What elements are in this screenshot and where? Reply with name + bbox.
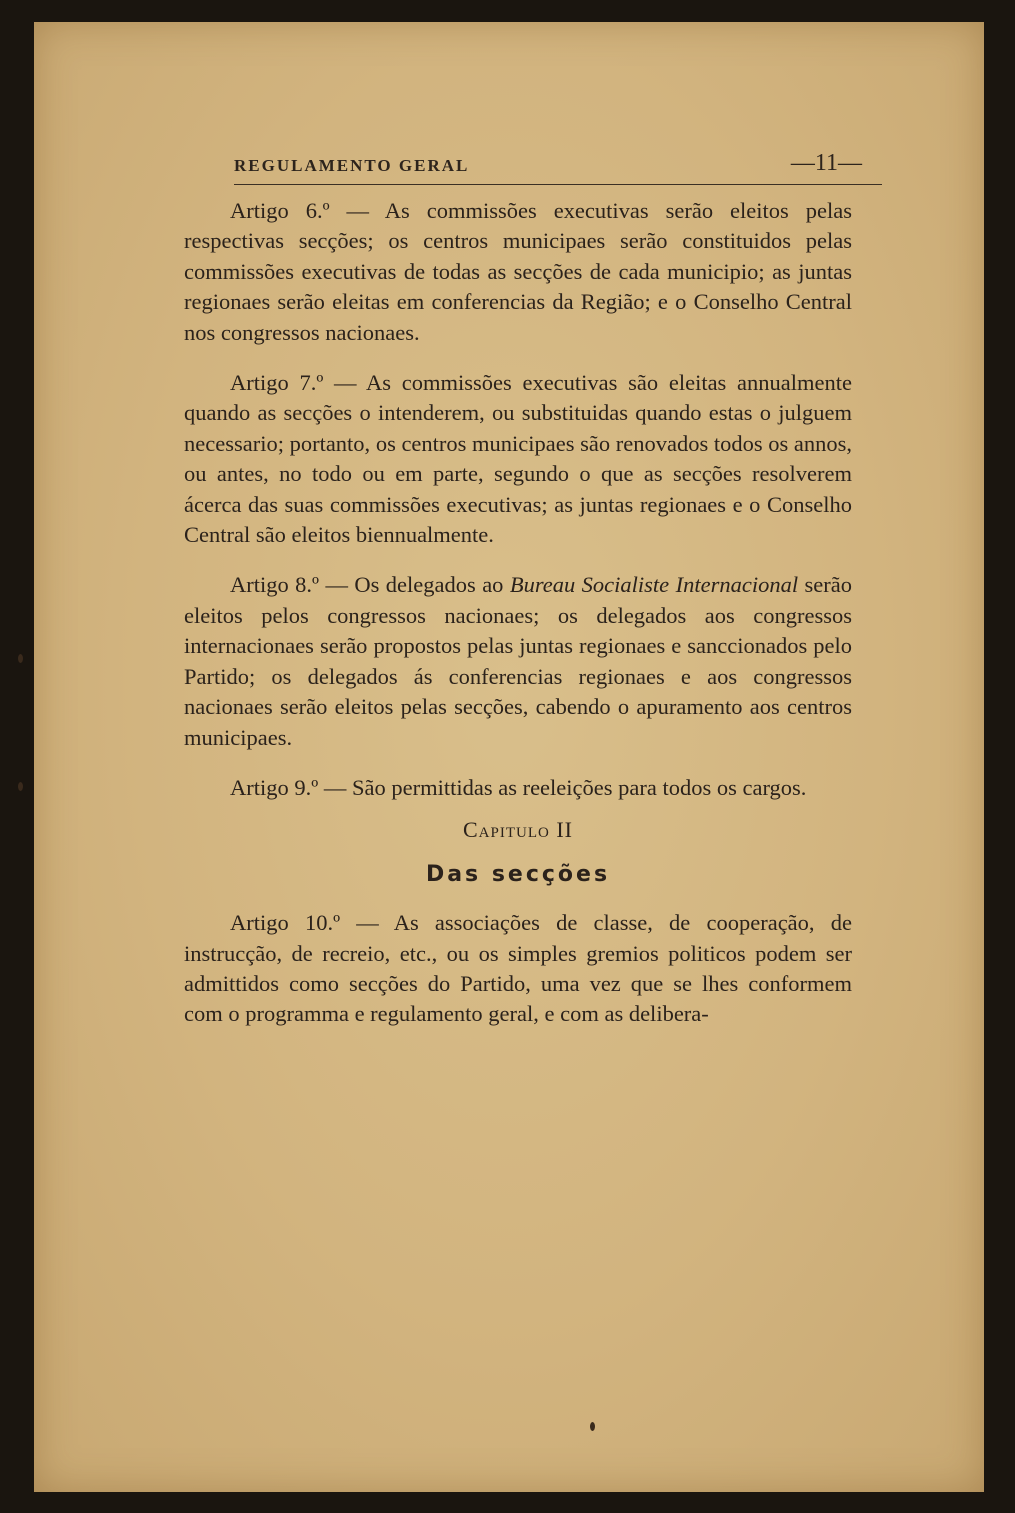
ink-mark <box>18 782 23 791</box>
article-7 <box>184 368 852 550</box>
running-title: REGULAMENTO GERAL <box>234 156 470 175</box>
article-text: — As commissões executivas serão eleitos pelas respectivas secções; os centros municipaes serão constituidos pelas commissões executivas de todas as secções de cada municipio; as juntas regionaes serão eleitas em conferencias da Região; e o Conselho Central nos congressos nacionaes. <box>184 198 852 345</box>
article-text: serão eleitos pelos congressos nacionaes; os delegados aos congressos internacionaes serão propostos pelas juntas regionaes e sanccionados pelo Partido; os delegados ás conferencias regionaes e aos congressos nacionaes serão eleitos pelas secções, cabendo o apuramento aos centros municipaes. <box>184 572 852 750</box>
article-label: Artigo 10.º <box>230 910 341 936</box>
chapter-heading: Capitulo II <box>463 817 573 843</box>
body-text <box>184 196 852 1030</box>
article-8 <box>184 570 852 752</box>
article-text: — As associações de classe, de cooperação, de instrucção, de recreio, etc., ou os simples gremios politicos podem ser admittidos como secções do Partido, uma vez que se lhes conformem com o programma e regulamento geral, e com as delibera- <box>184 910 852 1027</box>
article-text: — Os delegados ao <box>319 572 510 598</box>
article-9 <box>184 773 852 803</box>
page-header <box>234 150 882 185</box>
article-italic-term: Bureau Socialiste Internacional <box>509 572 799 598</box>
article-text: — São permittidas as reeleições para todos os cargos. <box>318 774 807 800</box>
article-label: Artigo 7.º <box>230 370 324 396</box>
page-number: —11— <box>790 150 862 176</box>
ink-mark <box>590 1422 595 1431</box>
article-label: Artigo 8.º <box>230 572 320 598</box>
article-10 <box>184 908 852 1030</box>
article-6 <box>184 196 852 348</box>
article-label: Artigo 6.º <box>230 198 330 223</box>
article-label: Artigo 9.º <box>230 774 319 800</box>
article-text: — As commissões executivas são eleitas annualmente quando as secções o intenderem, ou substituidas quando estas o julguem necessario; portanto, os centros municipaes são renovados todos os annos, ou antes, no todo ou em parte, segundo o que as secções resolverem ácerca das suas commissões executivas; as juntas regionaes e o Conselho Central são eleitos biennualmente. <box>184 370 852 548</box>
section-title: Das secções <box>425 861 611 887</box>
ink-mark <box>18 654 23 663</box>
